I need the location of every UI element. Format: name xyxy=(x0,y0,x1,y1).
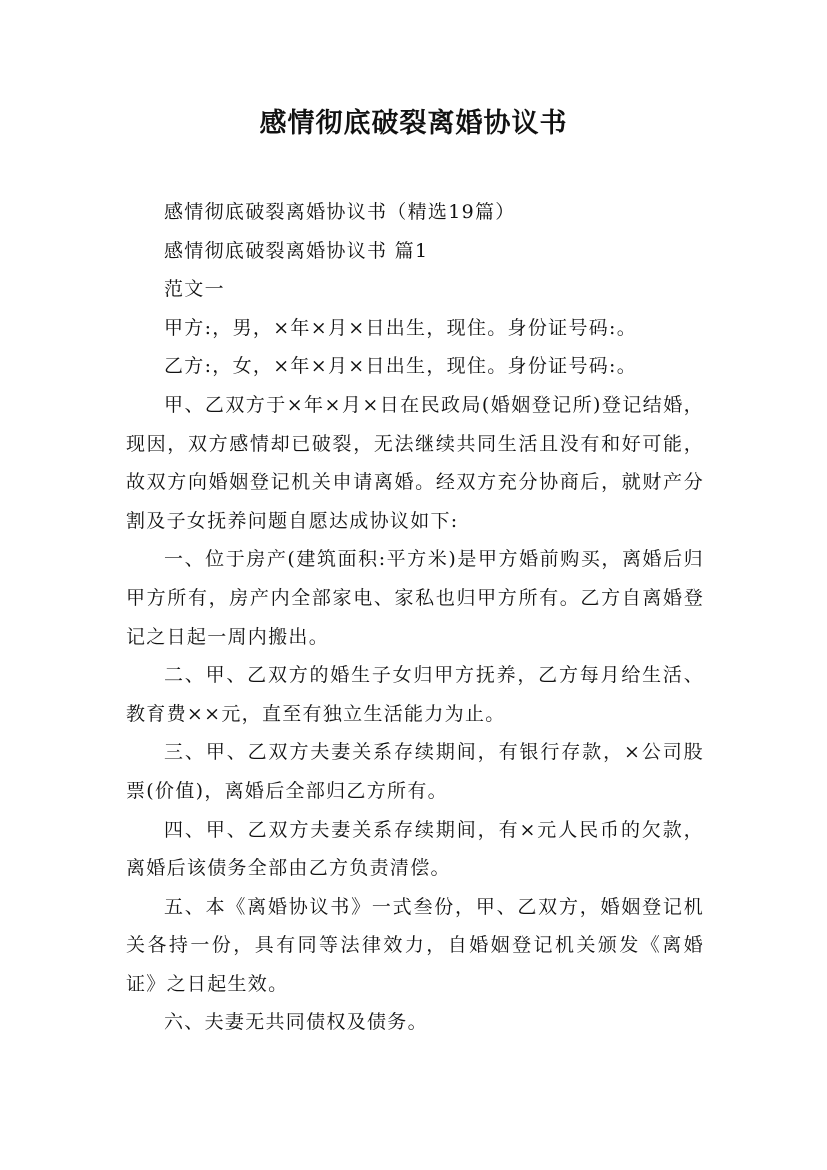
document-title: 感情彻底破裂离婚协议书 xyxy=(259,108,568,139)
paragraph-clause-1: 一、位于房产(建筑面积:平方米)是甲方婚前购买，离婚后归甲方所有，房产内全部家电、家私也归甲方所有。乙方自离婚登记之日起一周内搬出。 xyxy=(126,548,704,648)
document-body xyxy=(126,193,704,1042)
paragraph-party-b: 乙方:，女，×年×月×日出生，现住。身份证号码:。 xyxy=(164,355,638,378)
paragraph-sample-label: 范文一 xyxy=(164,278,225,301)
paragraph-clause-2: 二、甲、乙双方的婚生子女归甲方抚养，乙方每月给生活、教育费××元，直至有独立生活能力为止。 xyxy=(126,664,704,725)
paragraph-clause-3: 三、甲、乙双方夫妻关系存续期间，有银行存款，×公司股票(价值)，离婚后全部归乙方所有。 xyxy=(126,741,704,802)
paragraph-collection-heading: 感情彻底破裂离婚协议书（精选19篇） xyxy=(164,201,516,223)
paragraph-clause-6: 六、夫妻无共同债权及债务。 xyxy=(164,1011,428,1034)
paragraph-preamble: 甲、乙双方于×年×月×日在民政局(婚姻登记所)登记结婚，现因，双方感情却已破裂，无法继续共同生活且没有和好可能，故双方向婚姻登记机关申请离婚。经双方充分协商后，就财产分割及子女抚养问题自愿达成协议如下: xyxy=(126,393,704,532)
paragraph-clause-4: 四、甲、乙双方夫妻关系存续期间，有×元人民币的欠款，离婚后该债务全部由乙方负责清偿。 xyxy=(126,818,704,880)
paragraph-article-heading: 感情彻底破裂离婚协议书 篇1 xyxy=(164,239,429,262)
paragraph-clause-5: 五、本《离婚协议书》一式叁份，甲、乙双方，婚姻登记机关各持一份，具有同等法律效力，自婚姻登记机关颁发《离婚证》之日起生效。 xyxy=(126,895,704,995)
paragraph-party-a: 甲方:，男，×年×月×日出生，现住。身份证号码:。 xyxy=(164,316,638,339)
